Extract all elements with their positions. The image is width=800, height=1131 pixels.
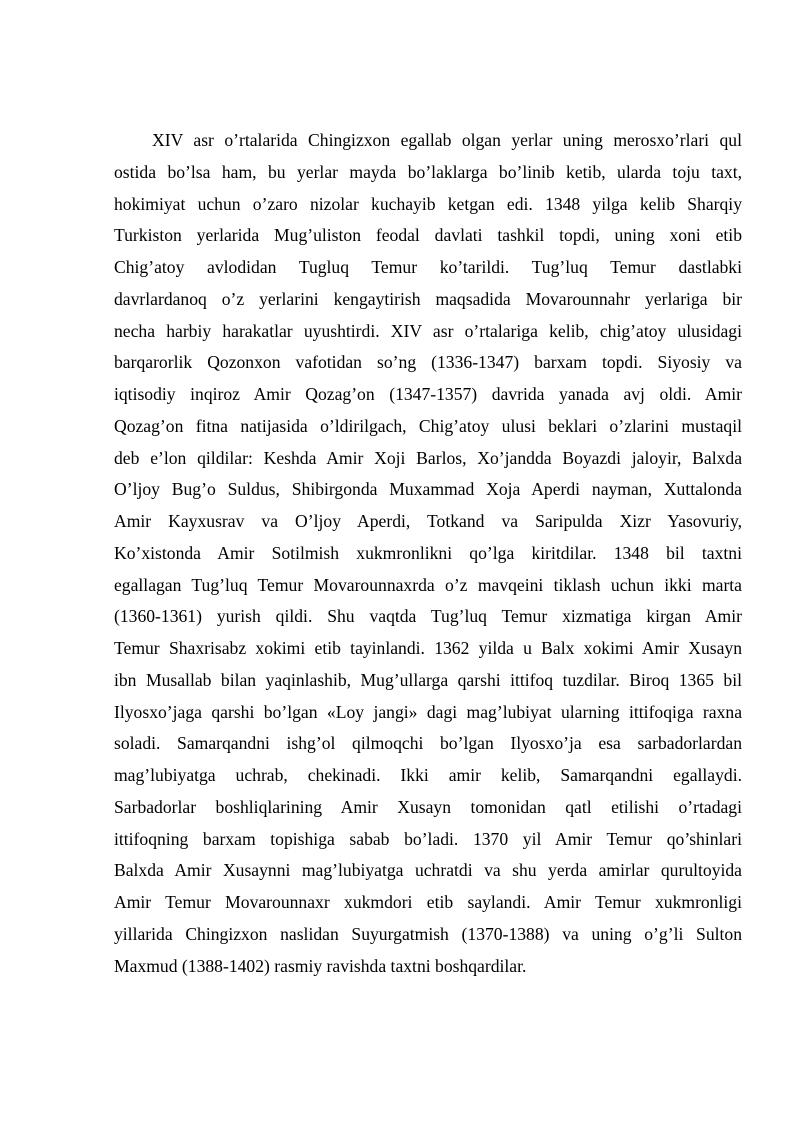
paragraph-line: ostida bo’lsa ham, bu yerlar mayda bo’laklarga bo’linib ketib, ularda toju taxt, — [114, 161, 742, 182]
body-paragraph — [114, 125, 742, 982]
paragraph-line: soladi. Samarqandni ishg’ol qilmoqchi bo’lgan Ilyosxo’ja esa sarbadorlardan — [114, 733, 742, 754]
paragraph-line: yillarida Chingizxon naslidan Suyurgatmish (1370-1388) va uning o’g’li Sulton — [114, 923, 742, 944]
paragraph-line: Turkiston yerlarida Mug’uliston feodal davlati tashkil topdi, uning xoni etib — [114, 225, 742, 246]
paragraph-line: Maxmud (1388-1402) rasmiy ravishda taxtni boshqardilar. — [114, 955, 527, 976]
paragraph-line: Ko’xistonda Amir Sotilmish xukmronlikni qo’lga kiritdilar. 1348 bil taxtni — [114, 542, 742, 563]
paragraph-line: hokimiyat uchun o’zaro nizolar kuchayib ketgan edi. 1348 yilga kelib Sharqiy — [114, 193, 742, 214]
paragraph-line: Balxda Amir Xusaynni mag’lubiyatga uchratdi va shu yerda amirlar qurultoyida — [114, 860, 742, 881]
paragraph-line: egallagan Tug’luq Temur Movarounnaxrda o’z mavqeini tiklash uchun ikki marta — [114, 574, 742, 595]
paragraph-line: Chig’atoy avlodidan Tugluq Temur ko’tarildi. Tug’luq Temur dastlabki — [114, 257, 742, 277]
paragraph-line: necha harbiy harakatlar uyushtirdi. XIV asr o’rtalariga kelib, chig’atoy ulusidagi — [114, 320, 742, 341]
paragraph-line: Ilyosxo’jaga qarshi bo’lgan «Loy jangi» dagi mag’lubiyat ularning ittifoqiga raxna — [114, 701, 742, 722]
paragraph-line: barqarorlik Qozonxon vafotidan so’ng (1336-1347) barxam topdi. Siyosiy va — [114, 352, 742, 373]
paragraph-line: iqtisodiy inqiroz Amir Qozag’on (1347-1357) davrida yanada avj oldi. Amir — [114, 384, 742, 404]
paragraph-line: Amir Temur Movarounnaxr xukmdori etib saylandi. Amir Temur xukmronligi — [114, 892, 742, 912]
paragraph-line: O’ljoy Bug’o Suldus, Shibirgonda Muxammad Xoja Aperdi nayman, Xuttalonda — [114, 479, 742, 500]
paragraph-line: XIV asr o’rtalarida Chingizxon egallab olgan yerlar uning merosxo’rlari qul — [152, 130, 742, 150]
paragraph-line: davrlardanoq o’z yerlarini kengaytirish maqsadida Movarounnahr yerlariga bir — [114, 288, 742, 309]
paragraph-line: Sarbadorlar boshliqlarining Amir Xusayn tomonidan qatl etilishi o’rtadagi — [114, 796, 742, 817]
paragraph-line: Amir Kayxusrav va O’ljoy Aperdi, Totkand va Saripulda Xizr Yasovuriy, — [114, 511, 742, 531]
paragraph-line: deb e’lon qildilar: Keshda Amir Xoji Barlos, Xo’jandda Boyazdi jaloyir, Balxda — [114, 447, 742, 468]
paragraph-line: Qozag’on fitna natijasida o’ldirilgach, Chig’atoy ulusi beklari o’zlarini mustaqil — [114, 415, 742, 436]
paragraph-line: ittifoqning barxam topishiga sabab bo’ladi. 1370 yil Amir Temur qo’shinlari — [114, 828, 742, 849]
paragraph-line: ibn Musallab bilan yaqinlashib, Mug’ullarga qarshi ittifoq tuzdilar. Biroq 1365 bil — [114, 669, 742, 690]
paragraph-line: mag’lubiyatga uchrab, chekinadi. Ikki amir kelib, Samarqandni egallaydi. — [114, 765, 742, 785]
paragraph-line: Temur Shaxrisabz xokimi etib tayinlandi. 1362 yilda u Balx xokimi Amir Xusayn — [114, 638, 742, 658]
paragraph-line: (1360-1361) yurish qildi. Shu vaqtda Tug’luq Temur xizmatiga kirgan Amir — [114, 606, 742, 627]
